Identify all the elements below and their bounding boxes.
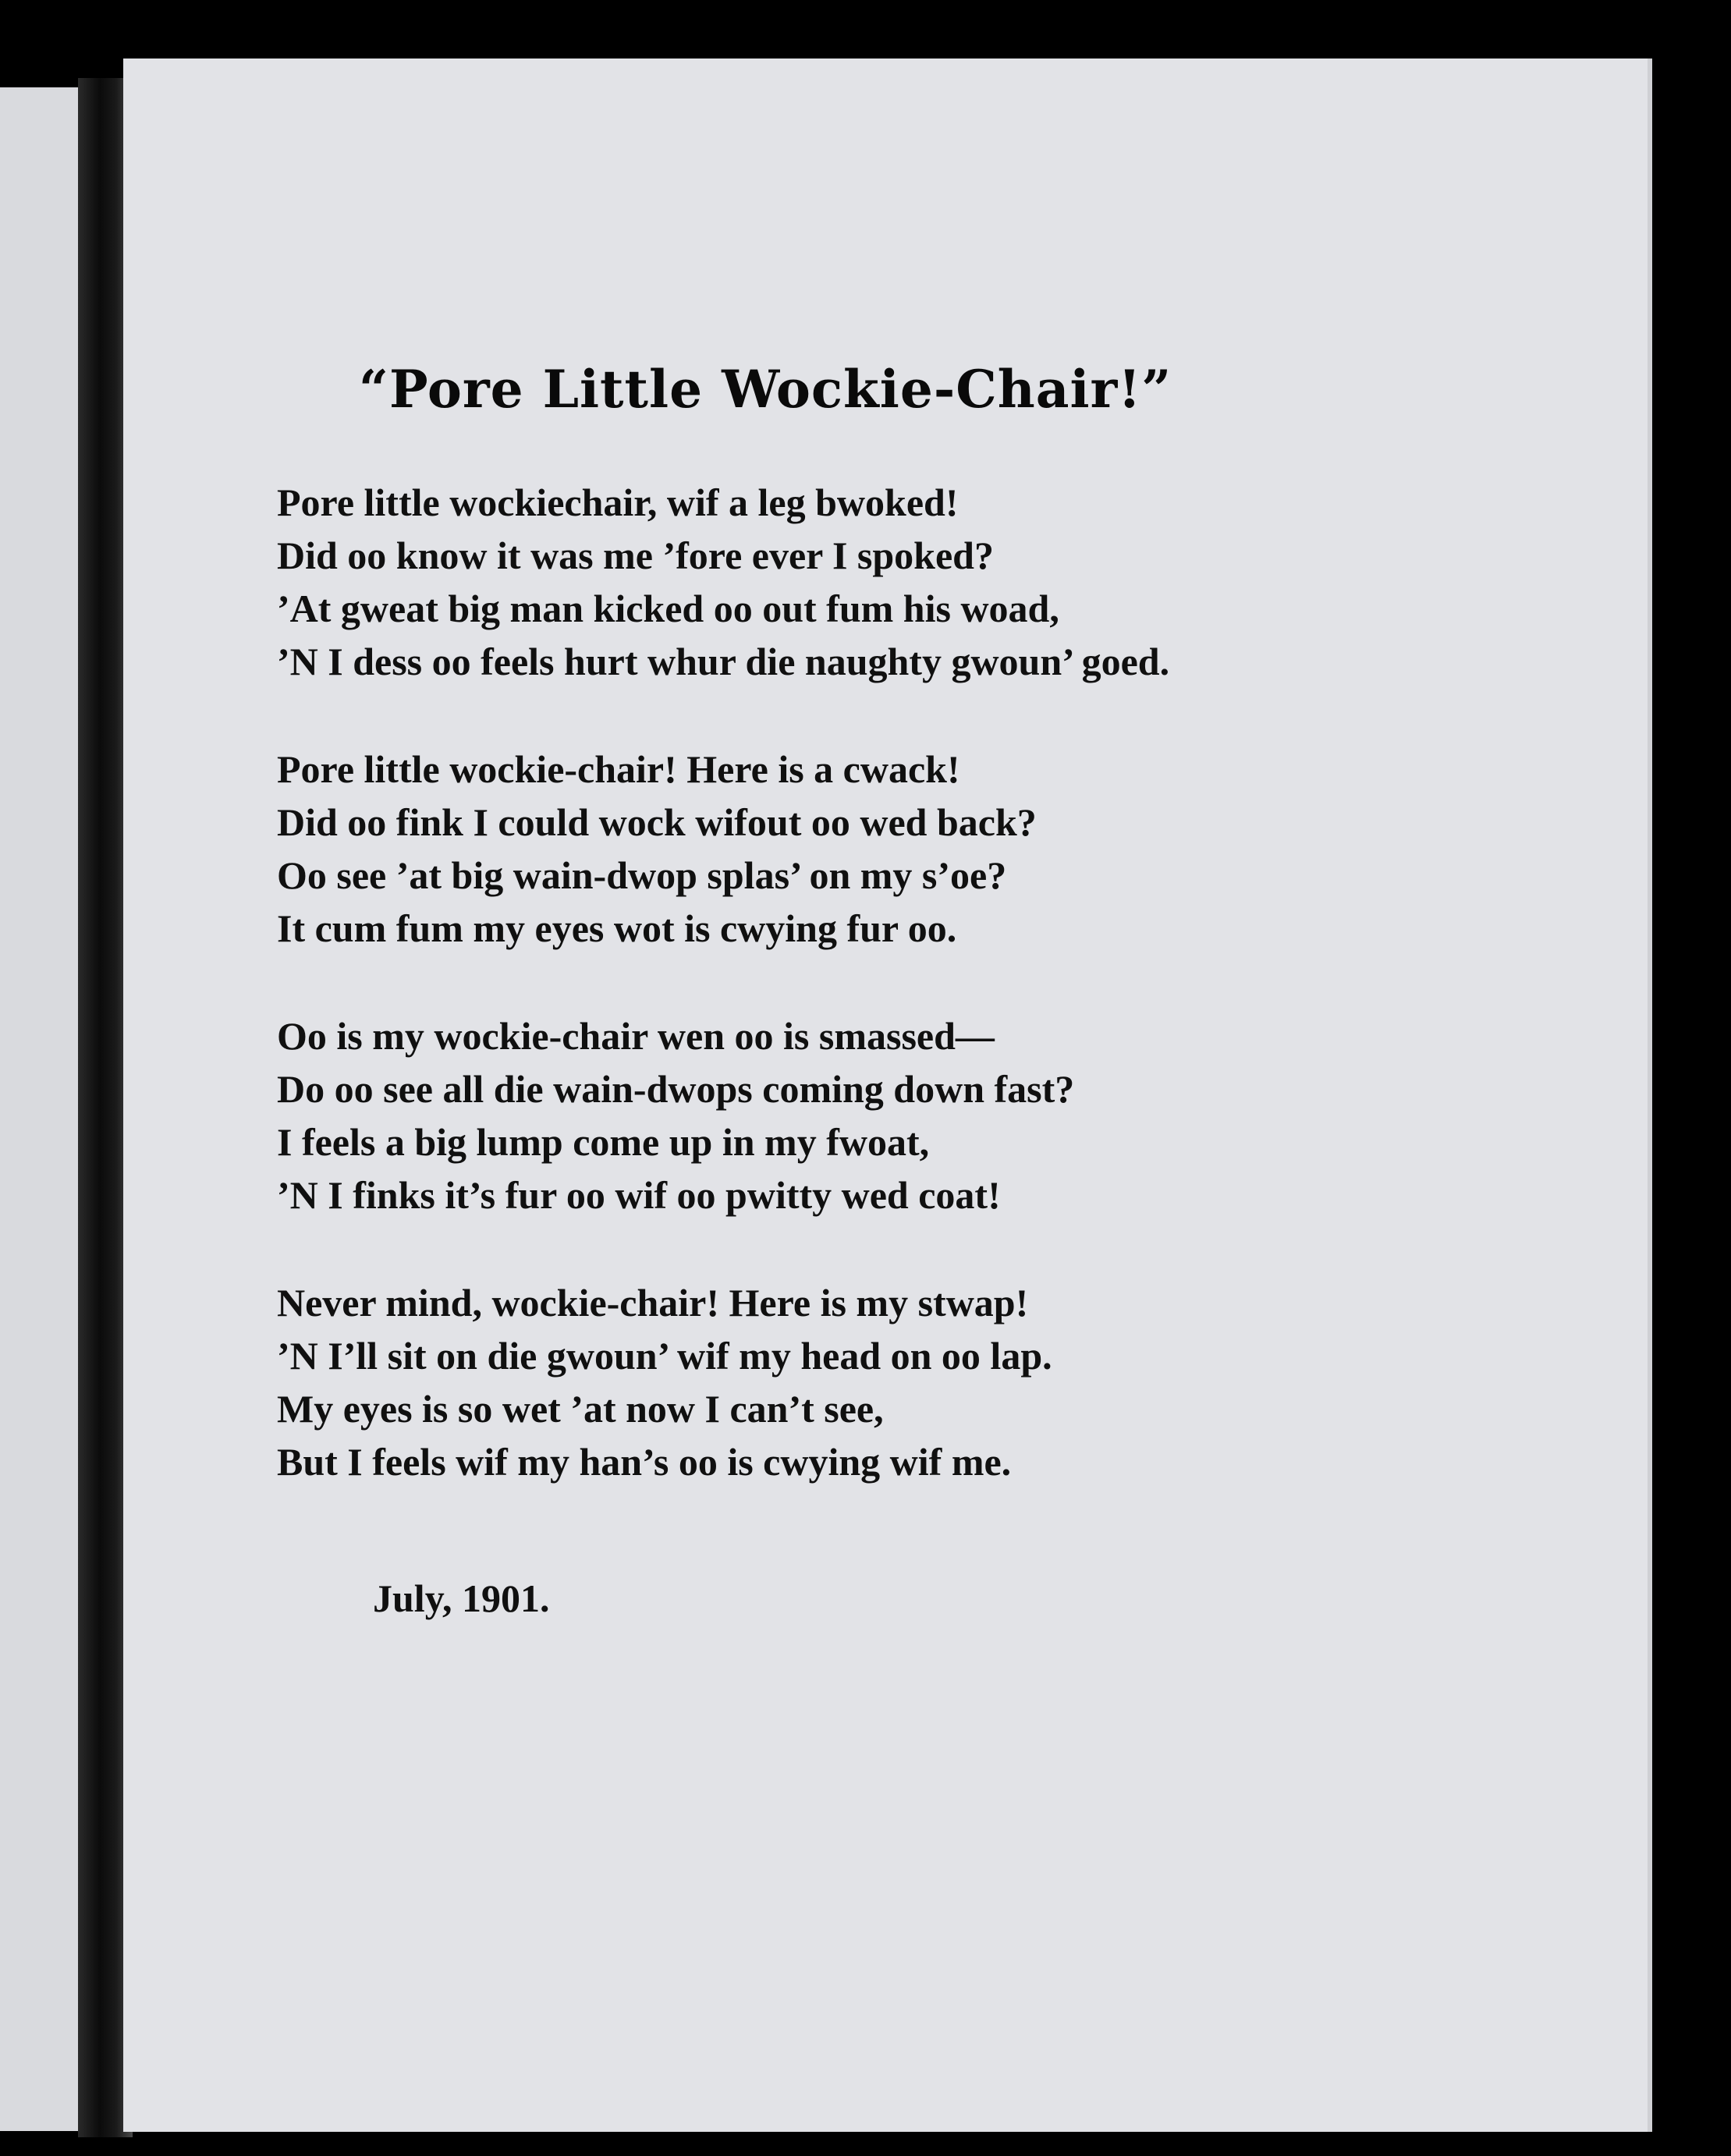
stanza-4: [277, 1276, 1525, 1488]
poem-line: ’N I’ll sit on die gwoun’ wif my head on oo lap.: [277, 1334, 1052, 1378]
poem-line: Did oo know it was me ’fore ever I spoked?: [277, 534, 994, 577]
poem-line: ’N I dess oo feels hurt whur die naughty gwoun’ goed.: [277, 640, 1170, 683]
poem-line: Did oo fink I could wock wifout oo wed back?: [277, 800, 1037, 844]
previous-page-edge: [0, 87, 87, 2131]
poem-line: ’At gweat big man kicked oo out fum his woad,: [277, 587, 1059, 630]
poem-line: Never mind, wockie-chair! Here is my stwap!: [277, 1281, 1029, 1324]
poem-line: It cum fum my eyes wot is cwying fur oo.: [277, 906, 957, 950]
stanza-2: [277, 743, 1525, 955]
poem-line: Oo see ’at big wain-dwop splas’ on my s’oe?: [277, 853, 1007, 897]
poem-body: [277, 476, 1525, 1543]
poem-line: Pore little wockiechair, wif a leg bwoked!: [277, 480, 959, 524]
poem-date: July, 1901.: [373, 1576, 550, 1620]
poem-title: “Pore Little Wockie-Chair!”: [359, 359, 1172, 420]
poem-line: I feels a big lump come up in my fwoat,: [277, 1120, 930, 1164]
poem-line: Oo is my wockie-chair wen oo is smassed—: [277, 1014, 995, 1058]
poem-line: ’N I finks it’s fur oo wif oo pwitty wed coat!: [277, 1173, 1001, 1217]
poem-line: But I feels wif my han’s oo is cwying wif me.: [277, 1440, 1012, 1484]
poem-line: Pore little wockie-chair! Here is a cwack!: [277, 747, 960, 791]
poem-line: Do oo see all die wain-dwops coming down fast?: [277, 1067, 1075, 1111]
stanza-1: [277, 476, 1525, 688]
poem-line: My eyes is so wet ’at now I can’t see,: [277, 1387, 884, 1431]
page-edge: [1648, 59, 1652, 2132]
stanza-3: [277, 1009, 1525, 1222]
